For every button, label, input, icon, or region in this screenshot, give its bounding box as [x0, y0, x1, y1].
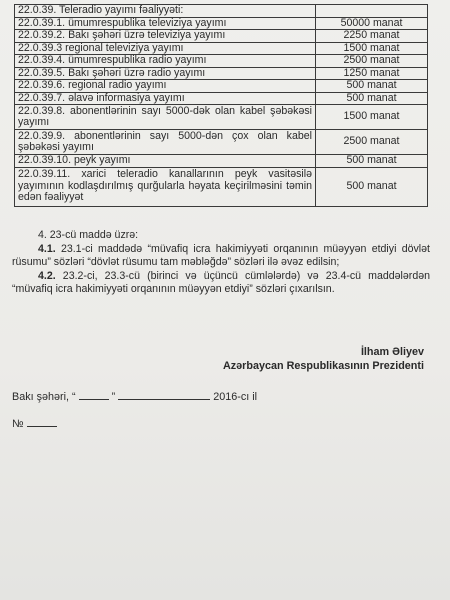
day-blank	[79, 390, 109, 400]
table-row	[15, 105, 428, 130]
row-amount: 50000 manat	[316, 17, 428, 30]
row-amount: 2500 manat	[316, 130, 428, 155]
table-header-amount	[316, 5, 428, 18]
paragraph-4-2	[12, 270, 430, 297]
row-label: 22.0.39.1. ümumrespublika televiziya yayımı	[15, 17, 316, 30]
row-label: 22.0.39.7. əlavə informasiya yayımı	[15, 92, 316, 105]
section-heading: 4. 23-cü maddə üzrə:	[38, 229, 139, 241]
row-amount: 500 manat	[316, 167, 428, 206]
table-row	[15, 155, 428, 168]
place-date-line	[12, 390, 257, 403]
row-amount: 500 manat	[316, 92, 428, 105]
fee-table	[14, 4, 428, 207]
signatory-title: Azərbaycan Respublikasının Prezidenti	[222, 360, 424, 372]
table-row	[15, 130, 428, 155]
row-label: 22.0.39.2. Bakı şəhəri üzrə televiziya yayımı	[15, 30, 316, 43]
row-amount: 500 manat	[316, 80, 428, 93]
row-label: 22.0.39.9. abonentlərinin sayı 5000-dən çox olan kabel şəbəkəsi yayımı	[15, 130, 316, 155]
row-amount: 1250 manat	[316, 67, 428, 80]
item-number: 4.2.	[38, 269, 56, 282]
city-label: Bakı şəhəri,	[12, 391, 70, 403]
row-label: 22.0.39.5. Bakı şəhəri üzrə radio yayımı	[15, 67, 316, 80]
table-row	[15, 30, 428, 43]
row-label: 22.0.39.4. ümumrespublika radio yayımı	[15, 55, 316, 68]
signatory-name: İlham Əliyev	[360, 346, 424, 358]
number-sign: №	[12, 418, 24, 430]
row-label: 22.0.39.3 regional televiziya yayımı	[15, 42, 316, 55]
paragraph-4-1	[12, 243, 430, 270]
table-header: 22.0.39. Teleradio yayımı fəaliyyəti:	[15, 5, 316, 18]
row-label: 22.0.39.10. peyk yayımı	[15, 155, 316, 168]
item-number: 4.1.	[38, 242, 56, 255]
row-label: 22.0.39.11. xarici teleradio kanallarının peyk vasitəsilə yayımının kodlaşdırılmış qurğularla həyata keçirilməsini təmin edən fəaliyyət	[15, 167, 316, 206]
item-text: 23.1-ci maddədə “müvafiq icra hakimiyyəti orqanının müəyyən etdiyi dövlət rüsumu” sözləri “dövlət rüsumu tam məbləğdə” sözləri ilə əvəz edilsin;	[12, 242, 430, 268]
open-quote: “	[72, 391, 76, 403]
row-label: 22.0.39.6. regional radio yayımı	[15, 80, 316, 93]
close-quote: ”	[111, 391, 116, 403]
number-line	[12, 417, 57, 430]
row-amount: 500 manat	[316, 155, 428, 168]
table-row	[15, 67, 428, 80]
table-row	[15, 55, 428, 68]
table-row	[15, 42, 428, 55]
row-label: 22.0.39.8. abonentlərinin sayı 5000-dək olan kabel şəbəkəsi yayımı	[15, 105, 316, 130]
year-label: 2016-cı il	[213, 391, 258, 403]
item-text: 23.2-ci, 23.3-cü (birinci və üçüncü cümlələrdə) və 23.4-cü maddələrdən “müvafiq icra hakimiyyəti orqanının müəyyən etdiyi” sözləri çıxarılsın.	[12, 269, 431, 295]
row-amount: 2250 manat	[316, 30, 428, 43]
row-amount: 1500 manat	[316, 105, 428, 130]
table-header-row	[15, 5, 428, 18]
row-amount: 2500 manat	[316, 55, 428, 68]
table-row	[15, 92, 428, 105]
month-blank	[118, 390, 210, 400]
table-row	[15, 167, 428, 206]
section-4	[12, 229, 430, 297]
row-amount: 1500 manat	[316, 42, 428, 55]
number-blank	[27, 417, 57, 427]
table-row	[15, 80, 428, 93]
signature-block	[223, 345, 424, 373]
table-row	[15, 17, 428, 30]
